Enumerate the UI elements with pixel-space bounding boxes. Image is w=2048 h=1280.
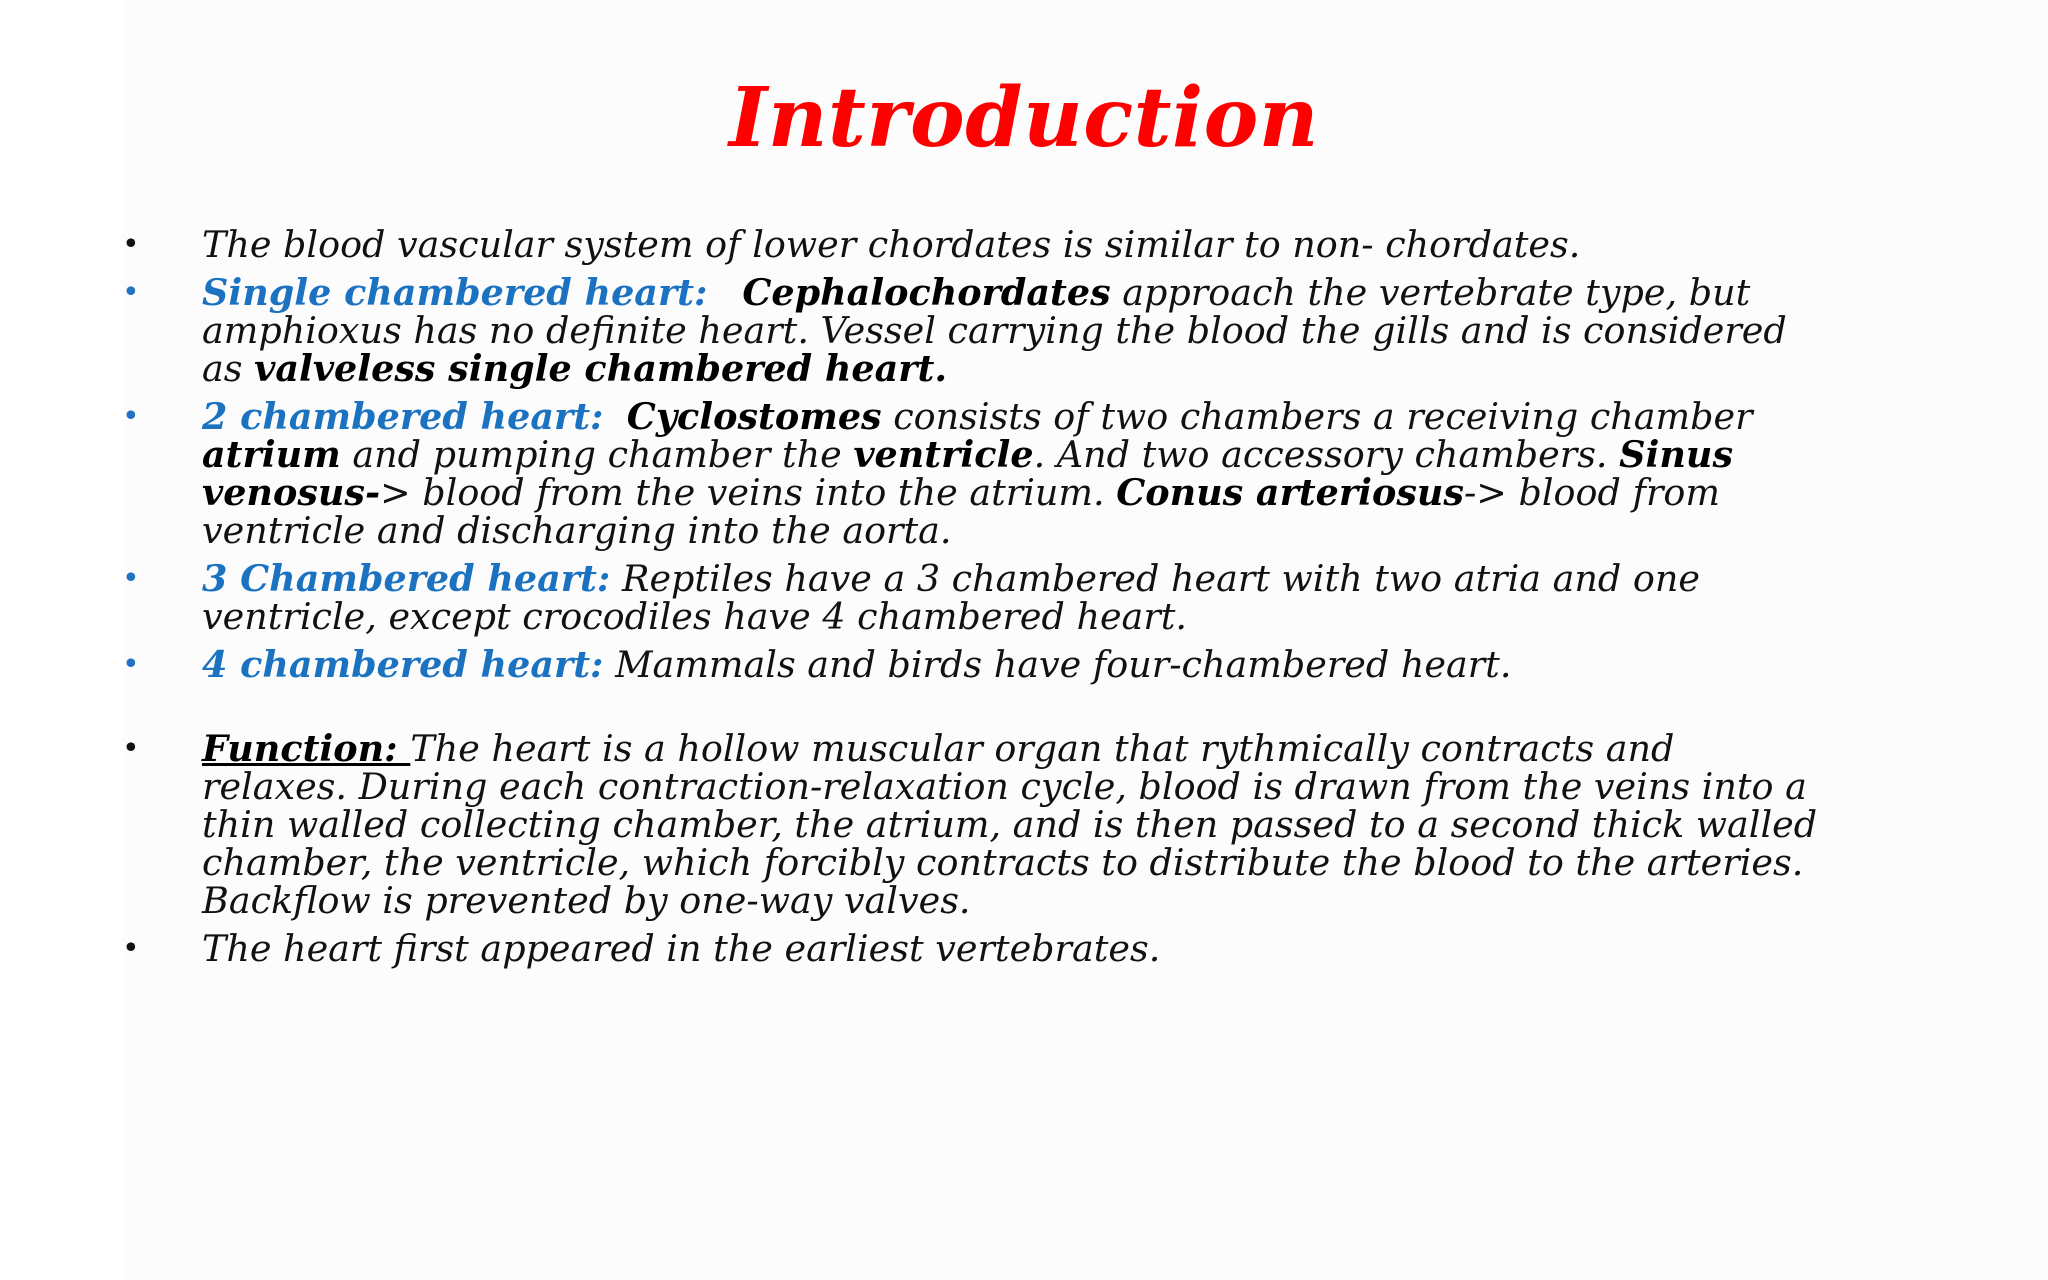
bullet-text: approach the vertebrate type, but: [1110, 271, 1751, 314]
bullet-text: chamber, the ventricle, which forcibly contracts to distribute the blood to the arteries.: [202, 841, 1804, 884]
bullet-text: Reptiles have a 3 chambered heart with two atria and one: [610, 557, 1700, 600]
bullet-text: thin walled collecting chamber, the atrium, and is then passed to a second thick walled: [202, 803, 1818, 846]
bullet-line: [202, 271, 1798, 314]
bullet-text: The heart is a hollow muscular organ that rythmically contracts and: [410, 727, 1675, 770]
bullet-text: ventricle, except crocodiles have 4 chambered heart.: [202, 595, 1188, 638]
bullet-line: [202, 223, 1798, 266]
bullet-heading: Function:: [202, 727, 411, 770]
bullet-line: [202, 927, 1798, 970]
bullet-dot-icon: •: [122, 275, 140, 310]
bullet-text: ventricle and discharging into the aorta.: [202, 509, 952, 552]
bullet-text: and pumping chamber the: [340, 433, 854, 476]
bullet-text: relaxes. During each contraction-relaxation cycle, blood is drawn from the veins into a: [202, 765, 1807, 808]
bullet-item: [118, 223, 1798, 266]
bullet-heading: 3 Chambered heart:: [202, 557, 611, 600]
bullet-bold-term: Conus arteriosus: [1116, 471, 1464, 514]
bullet-line: [202, 309, 1798, 352]
bullet-text: amphioxus has no definite heart. Vessel carrying the blood the gills and is considered: [202, 309, 1787, 352]
bullet-item: [118, 927, 1798, 970]
bullet-bold-term: Cephalochordates: [742, 271, 1111, 314]
bullet-item: [118, 643, 1798, 686]
bullet-bold-term: Cyclostomes: [626, 395, 882, 438]
bullet-text: Mammals and birds have four-chambered heart.: [603, 643, 1512, 686]
bullet-dot-icon: •: [122, 647, 140, 682]
bullet-bold-term: venosus-: [202, 471, 381, 514]
bullet-text: . And two accessory chambers.: [1033, 433, 1620, 476]
bullet-line: [202, 727, 1798, 770]
bullet-line: [202, 509, 1798, 552]
bullet-text: The heart first appeared in the earliest vertebrates.: [202, 927, 1161, 970]
bullet-dot-icon: •: [122, 931, 140, 966]
bullet-heading: 2 chambered heart:: [202, 395, 604, 438]
bullet-dot-icon: •: [122, 561, 140, 596]
bullet-bold-term: Sinus: [1619, 433, 1733, 476]
bullet-line: [202, 557, 1798, 600]
bullet-line: [202, 879, 1798, 922]
bullet-dot-icon: •: [122, 731, 140, 766]
bullet-item: [118, 271, 1798, 390]
bullet-text: as: [202, 347, 255, 390]
bullet-line: [202, 433, 1798, 476]
bullet-bold-term: atrium: [202, 433, 341, 476]
bullet-dot-icon: •: [122, 399, 140, 434]
slide-title: Introduction: [729, 70, 1319, 166]
bullet-line: [202, 595, 1798, 638]
bullet-text: Backflow is prevented by one-way valves.: [202, 879, 971, 922]
bullet-item: [118, 727, 1818, 922]
bullet-item: [118, 395, 1798, 552]
bullet-text: > blood from the veins into the atrium.: [380, 471, 1117, 514]
bullet-line: [202, 395, 1798, 438]
bullet-line: [202, 841, 1804, 884]
bullet-list: [118, 223, 1818, 978]
bullet-dot-icon: •: [122, 227, 140, 262]
bullet-line: [202, 765, 1807, 808]
bullet-line: [202, 803, 1818, 846]
bullet-line: [202, 643, 1798, 686]
bullet-bold-term: ventricle: [853, 433, 1034, 476]
bullet-text: The blood vascular system of lower chordates is similar to non- chordates.: [202, 223, 1581, 266]
bullet-text: -> blood from: [1463, 471, 1720, 514]
bullet-heading: 4 chambered heart:: [202, 643, 604, 686]
bullet-bold-term: valveless single chambered heart.: [254, 347, 948, 390]
bullet-item: [118, 557, 1798, 638]
bullet-heading: Single chambered heart:: [202, 271, 708, 314]
bullet-text: consists of two chambers a receiving chamber: [881, 395, 1753, 438]
bullet-line: [202, 471, 1798, 514]
bullet-line: [202, 347, 1798, 390]
